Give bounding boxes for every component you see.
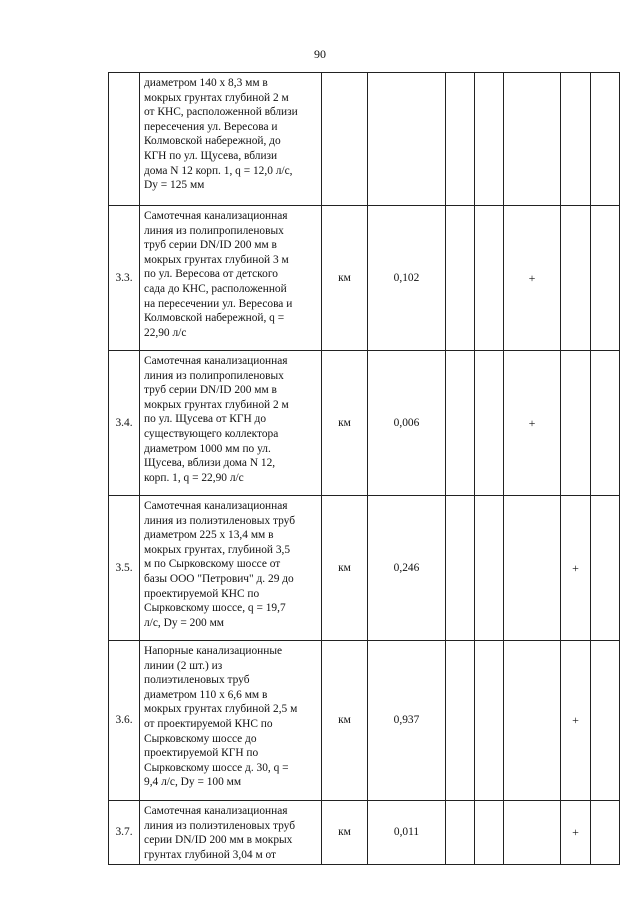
period-mark-cell (504, 73, 561, 206)
quantity-cell: 0,102 (368, 206, 446, 351)
row-number-cell: 3.7. (109, 801, 140, 865)
period-mark-cell (475, 351, 504, 496)
period-mark-cell (475, 496, 504, 641)
table-row (109, 496, 620, 641)
row-number-cell: 3.4. (109, 351, 140, 496)
table-row (109, 641, 620, 801)
period-mark-cell (591, 641, 620, 801)
period-mark-cell (475, 73, 504, 206)
unit-cell: км (322, 801, 368, 865)
period-mark-cell (446, 641, 475, 801)
works-table (108, 72, 620, 865)
period-mark-cell (504, 496, 561, 641)
quantity-cell: 0,011 (368, 801, 446, 865)
period-mark-cell (446, 496, 475, 641)
period-mark-cell (446, 351, 475, 496)
description-cell: Самотечная канализационная линия из полипропиленовых труб серии DN/ID 200 мм в мокрых грунтах глубиной 3 м по ул. Вересова от детского сада до КНС, расположенной на пересечении ул. Вересова и Колмовской набережной, q = 22,90 л/с (140, 206, 322, 351)
unit-cell: км (322, 496, 368, 641)
period-mark-cell (591, 801, 620, 865)
quantity-cell (368, 73, 446, 206)
table-row (109, 351, 620, 496)
unit-cell: км (322, 351, 368, 496)
period-mark-cell: + (561, 496, 591, 641)
description-cell: Самотечная канализационная линия из полиэтиленовых труб диаметром 225 х 13,4 мм в мокрых грунтах, глубиной 3,5 м по Сырковскому шоссе от базы ООО "Петрович" д. 29 до проектируемой КНС по Сырковскому шоссе, q = 19,7 л/с, Dy = 200 мм (140, 496, 322, 641)
period-mark-cell (504, 801, 561, 865)
period-mark-cell (591, 73, 620, 206)
table-row (109, 206, 620, 351)
unit-cell (322, 73, 368, 206)
table-row (109, 801, 620, 865)
period-mark-cell: + (504, 206, 561, 351)
period-mark-cell: + (561, 801, 591, 865)
row-number-cell: 3.5. (109, 496, 140, 641)
unit-cell: км (322, 641, 368, 801)
period-mark-cell (591, 206, 620, 351)
description-cell: Самотечная канализационная линия из полипропиленовых труб серии DN/ID 200 мм в мокрых грунтах глубиной 2 м по ул. Щусева от КГН до существующего коллектора диаметром 1000 мм по ул. Щусева, вблизи дома N 12, корп. 1, q = 22,90 л/с (140, 351, 322, 496)
description-cell: Самотечная канализационная линия из полиэтиленовых труб серии DN/ID 200 мм в мокрых грунтах глубиной 3,04 м от (140, 801, 322, 865)
period-mark-cell (561, 73, 591, 206)
period-mark-cell (561, 206, 591, 351)
period-mark-cell: + (504, 351, 561, 496)
period-mark-cell (446, 73, 475, 206)
period-mark-cell (475, 206, 504, 351)
row-number-cell (109, 73, 140, 206)
row-number-cell: 3.6. (109, 641, 140, 801)
quantity-cell: 0,246 (368, 496, 446, 641)
period-mark-cell (446, 801, 475, 865)
unit-cell: км (322, 206, 368, 351)
period-mark-cell (504, 641, 561, 801)
period-mark-cell (446, 206, 475, 351)
row-number-cell: 3.3. (109, 206, 140, 351)
table-row (109, 73, 620, 206)
period-mark-cell (591, 351, 620, 496)
table-body (109, 73, 620, 865)
period-mark-cell: + (561, 641, 591, 801)
description-cell: Напорные канализационные линии (2 шт.) из полиэтиленовых труб диаметром 110 х 6,6 мм в мокрых грунтах глубиной 2,5 м от проектируемой КНС по Сырковскому шоссе до проектируемой КГН по Сырковскому шоссе д. 30, q = 9,4 л/с, Dy = 100 мм (140, 641, 322, 801)
period-mark-cell (591, 496, 620, 641)
quantity-cell: 0,937 (368, 641, 446, 801)
period-mark-cell (561, 351, 591, 496)
period-mark-cell (475, 641, 504, 801)
page-number: 90 (314, 47, 326, 61)
quantity-cell: 0,006 (368, 351, 446, 496)
period-mark-cell (475, 801, 504, 865)
description-cell: диаметром 140 х 8,3 мм в мокрых грунтах глубиной 2 м от КНС, расположенной вблизи пересечения ул. Вересова и Колмовской набережной, до КГН по ул. Щусева, вблизи дома N 12 корп. 1, q = 12,0 л/с, Dy = 125 мм (140, 73, 322, 206)
